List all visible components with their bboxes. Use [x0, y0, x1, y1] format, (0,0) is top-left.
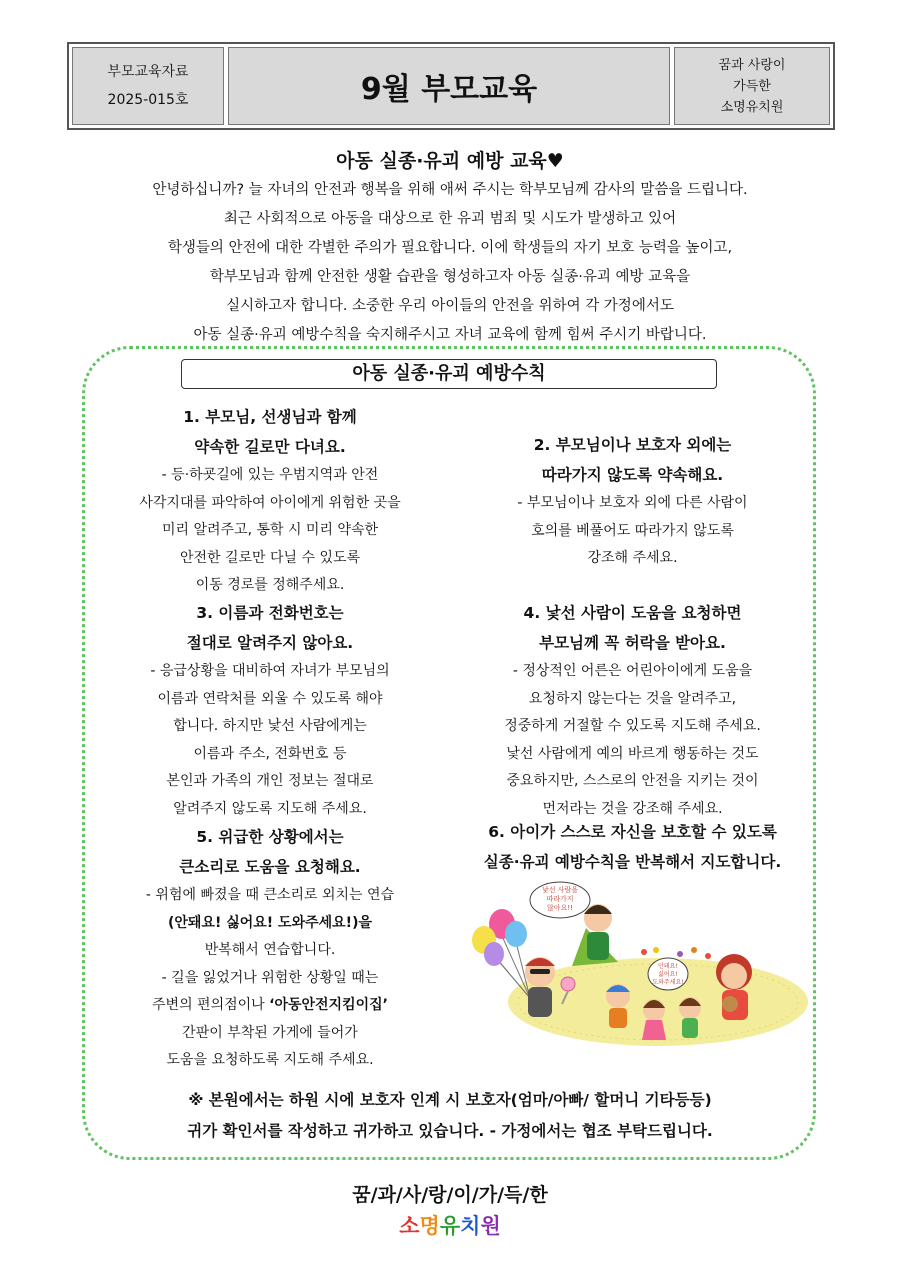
rule-4-text: 먼저라는 것을 강조해 주세요. [542, 800, 723, 817]
rule-1-heading: 1. 부모님, 선생님과 함께 [183, 408, 357, 426]
flower-icon [691, 947, 697, 953]
school-name-char: 명 [419, 1214, 440, 1238]
school-motto-box [674, 47, 830, 125]
bubble-text: 낯선 사람을 [541, 886, 579, 894]
rule-3-text: - 응급상황을 대비하여 자녀가 부모님의 [150, 663, 390, 679]
lollipop-candy [561, 977, 575, 991]
rule-4-heading: 4. 낯선 사람이 도움을 요청하면 [523, 604, 742, 622]
rule-1 [90, 402, 450, 600]
flower-icon [641, 949, 647, 955]
rule-2 [455, 430, 810, 573]
intro-line: 학부모님과 함께 안전한 생활 습관을 형성하고자 아동 실종·유괴 예방 교육을 [209, 269, 691, 285]
rule-4-text: - 정상적인 어른은 어린아이에게 도움을 [512, 663, 753, 679]
intro-line: 최근 사회적으로 아동을 대상으로 한 유괴 범죄 및 시도가 발생하고 있어 [223, 211, 677, 227]
school-name-char: 치 [460, 1214, 481, 1238]
stranger-sunglasses [530, 969, 550, 974]
child-boy-body [609, 1008, 627, 1028]
school-name-char: 원 [480, 1214, 501, 1238]
rule-3-heading: 3. 이름과 전화번호는 [196, 604, 344, 622]
rule-1-text: - 등·하굣길에 있는 우범지역과 안전 [161, 467, 379, 483]
motto-line-2: 가득한 [733, 78, 771, 94]
rule-6-heading: 6. 아이가 스스로 자신을 보호할 수 있도록 [488, 823, 777, 841]
rule-3 [90, 598, 450, 823]
school-name-char: 유 [439, 1214, 461, 1238]
bubble-text: 않아요!! [547, 904, 573, 912]
rule-5-text-safehouse [90, 992, 450, 1020]
rule-5-text: 반복해서 연습합니다. [204, 942, 336, 958]
rule-5-text: 도움을 요청하도록 지도해 주세요. [166, 1052, 374, 1068]
children-safety-illustration [468, 880, 808, 1050]
bubble-text: 도와주세요! [652, 979, 684, 986]
notice-line: 귀가 확인서를 작성하고 귀가하고 있습니다. - 가정에서는 협조 부탁드립니다. [187, 1122, 713, 1140]
header-box [67, 42, 835, 130]
rule-2-text: 강조해 주세요. [587, 550, 678, 566]
intro-line: 실시하고자 합니다. 소중한 우리 아이들의 안전을 위하여 각 가정에서도 [226, 298, 674, 314]
rule-4-text: 중요하지만, 스스로의 안전을 지키는 것이 [506, 773, 759, 789]
motto-line-1: 꿈과 사랑이 [718, 57, 786, 73]
rule-3-text: 이름과 연락처를 외울 수 있도록 해야 [157, 690, 383, 707]
rule-2-heading: 2. 부모님이나 보호자 외에는 [533, 436, 732, 454]
rule-3-text: 알려주지 않도록 지도해 주세요. [173, 800, 367, 817]
flower-icon [705, 953, 711, 959]
safe-house-name: ‘아동안전지킴이집’ [269, 997, 388, 1013]
flower-icon [653, 947, 659, 953]
flower-icon [677, 951, 683, 957]
child-girl-dress [642, 1020, 666, 1040]
intro-paragraph [0, 176, 900, 350]
intro-line: 안녕하십니까? 늘 자녀의 안전과 행복을 위해 애써 주시는 학부모님께 감사의 말씀을 드립니다. [152, 182, 748, 198]
rule-4-text: 낯선 사람에게 예의 바르게 행동하는 것도 [506, 745, 759, 762]
stranger-body [528, 987, 552, 1017]
notice-line: ※ 본원에서는 하원 시에 보호자 인계 시 보호자(엄마/아빠/ 할머니 기타등등) [188, 1091, 712, 1109]
rule-4 [455, 598, 810, 823]
footer-school-name [0, 1210, 900, 1240]
rule-5-heading: 큰소리로 도움을 요청해요. [179, 858, 361, 876]
rule-5-heading: 5. 위급한 상황에서는 [196, 828, 344, 846]
school-name-char: 소 [399, 1214, 420, 1238]
rule-5 [90, 822, 450, 1075]
teddy-bear-icon [722, 996, 738, 1012]
rule-3-heading: 절대로 알려주지 않아요. [186, 634, 354, 652]
rule-1-text: 미리 알려주고, 통학 시 미리 약속한 [161, 522, 379, 538]
rule-3-text: 본인과 가족의 개인 정보는 절대로 [166, 773, 374, 789]
rule-5-text: - 길을 잃었거나 위험한 상황일 때는 [161, 969, 379, 986]
balloon-purple [484, 942, 504, 966]
mother-head [721, 963, 747, 989]
rule-1-text: 사각지대를 파악하여 아이에게 위험한 곳을 [139, 494, 401, 511]
rule-1-heading: 약속한 길로만 다녀요. [194, 438, 346, 456]
rule-3-text: 이름과 주소, 전화번호 등 [193, 745, 347, 762]
rule-4-text: 정중하게 거절할 수 있도록 지도해 주세요. [504, 718, 761, 734]
rule-2-text: 호의를 베풀어도 따라가지 않도록 [531, 522, 734, 539]
rule-3-text: 합니다. 하지만 낯선 사람에게는 [173, 718, 367, 734]
bubble-text: 따라가지 [546, 895, 574, 903]
rule-4-heading: 부모님께 꼭 허락을 받아요. [539, 634, 726, 652]
rule-2-heading: 따라가지 않도록 약속해요. [541, 466, 724, 484]
page-title: 9월 부모교육 [228, 47, 670, 125]
rules-title: 아동 실종·유괴 예방수칙 [181, 359, 717, 389]
stranger-hat [525, 958, 555, 966]
intro-title: 아동 실종·유괴 예방 교육♥ [336, 150, 564, 172]
hero-body [587, 932, 609, 960]
bubble-text: 안돼요! [658, 963, 678, 970]
rule-1-text: 안전한 길로만 다닐 수 있도록 [179, 549, 361, 566]
rule-5-text: - 위험에 빠졌을 때 큰소리로 외치는 연습 [145, 887, 395, 903]
footer-slogan: 꿈/과/사/랑/이/가/득/한 [352, 1184, 548, 1206]
doc-number: 2025-015호 [107, 92, 189, 108]
rule-5-text-part: 주변의 편의점이나 [152, 997, 270, 1013]
intro-line: 아동 실종·유괴 예방수칙을 숙지해주시고 자녀 교육에 함께 힘써 주시기 바랍니다. [193, 327, 707, 343]
school-name: 소명유치원 [720, 99, 784, 115]
balloon-blue [505, 921, 527, 947]
child-two-body [682, 1018, 698, 1038]
rule-4-text: 요청하지 않는다는 것을 알려주고, [528, 690, 737, 707]
doc-category: 부모교육자료 [107, 64, 189, 80]
document-number-box [72, 47, 224, 125]
pickup-notice [0, 1085, 900, 1147]
rule-2-text: - 부모님이나 보호자 외에 다른 사람이 [517, 495, 748, 511]
rule-5-shout-phrase: (안돼요! 싫어요! 도와주세요!)을 [168, 914, 372, 931]
rule-5-text: 간판이 부착된 가게에 들어가 [182, 1024, 358, 1041]
rule-6 [455, 817, 810, 877]
rule-6-heading: 실종·유괴 예방수칙을 반복해서 지도합니다. [483, 853, 782, 871]
rule-1-text: 이동 경로를 정해주세요. [195, 577, 345, 593]
intro-line: 학생들의 안전에 대한 각별한 주의가 필요합니다. 이에 학생들의 자기 보호 능력을 높이고, [167, 240, 733, 256]
bubble-text: 싫어요! [658, 971, 678, 978]
